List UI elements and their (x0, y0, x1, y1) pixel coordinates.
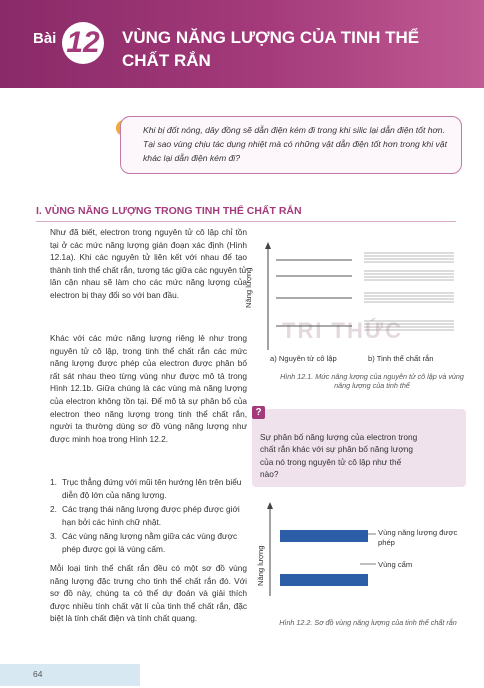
page-number: 64 (33, 669, 43, 679)
fig1-label-b: b) Tinh thể chất rắn (368, 354, 434, 363)
page-footer (0, 655, 484, 688)
paragraph-3: Mỗi loại tinh thể chất rắn đều có một sơ đồ vùng năng lượng đặc trưng cho tinh thể chất rắn đó. Với sơ đồ này, chúng ta có thể dự đoán và giải thích được nhiều tính chất vật lí của tinh thể chất rắn, đặc biệt là tính chất điện và tính chất quang. (50, 563, 247, 624)
question-badge: ? (252, 406, 265, 419)
list-item: 3. Các vùng năng lượng nằm giữa các vùng được phép được gọi là vùng cấm. (50, 531, 238, 554)
fig1-axis-label: Năng lượng (244, 267, 253, 308)
lesson-header (0, 0, 484, 88)
question-text: Sự phân bố năng lượng của electron trong chất rắn khác với sự phân bố năng lượng của nó trong nguyên tử cô lập như thế nào? (260, 432, 418, 480)
paragraph-1: Như đã biết, electron trong nguyên tử cô lập chỉ tồn tại ở các mức năng lượng gián đoạn xác định (Hình 12.1a). Khi các nguyên tử liên kết với nhau để tạo thành tinh thể chất rắn, tương tác giữa các nguyên tử lân cận nhau sẽ làm cho các mức năng lượng của electron bị thay đổi so với ban đầu. (50, 227, 247, 300)
lesson-number: 12 (62, 22, 104, 64)
figure-12-2 (250, 496, 468, 620)
footer-bar (0, 664, 140, 686)
list-item: 1. Trục thẳng đứng với mũi tên hướng lên trên biểu diễn độ lớn của năng lượng. (50, 477, 242, 500)
fig2-forbidden-label: Vùng cấm (378, 560, 413, 569)
fig2-axis-label: Năng lượng (256, 545, 265, 586)
fig1-label-a: a) Nguyên tử cô lập (270, 354, 337, 363)
list-item: 2. Các trạng thái năng lượng được phép được giới hạn bởi các hình chữ nhật. (50, 504, 240, 527)
watermark: TRI THỨC (282, 318, 404, 343)
question-box (252, 409, 466, 487)
section-title: I. VÙNG NĂNG LƯỢNG TRONG TINH THỂ CHẤT RẮN (36, 205, 302, 217)
fig1-caption: Hình 12.1. Mức năng lượng của nguyên tử cô lập và vùng năng lượng của tinh thể (280, 372, 464, 390)
paragraph-2: Khác với các mức năng lượng riêng lẻ như trong nguyên tử cô lập, trong tinh thể chất rắn các mức năng lượng được phép của electron được phân bố rất sát nhau theo từng vùng như được mô tả trong Hình 12.1b. Giữa chúng là các vùng mà năng lượng của electron không tồn tại. Để mô tả sự phân bố của electron theo năng lượng trong tinh thể chất rắn, người ta thường dùng sơ đồ vùng năng lượng như được minh hoạ trong Hình 12.2. (50, 333, 247, 444)
figure-12-1 (254, 240, 464, 368)
section-divider (36, 221, 456, 222)
fig2-allowed-label: Vùng năng lượng được phép (378, 528, 458, 547)
intro-box (120, 116, 462, 174)
lesson-title: VÙNG NĂNG LƯỢNG CỦA TINH THỂ CHẤT RẮN (122, 28, 420, 70)
lesson-word: Bài (33, 30, 57, 47)
intro-text: Khi bị đốt nóng, dây đồng sẽ dẫn điện kém đi trong khi silic lại dẫn điện tốt hơn. Tại sao vùng chịu tác dụng nhiệt mà có những vật dẫn điện tốt hơn trong khi vật khác lại dẫn điện kém đi? (143, 125, 447, 163)
fig2-caption: Hình 12.2. Sơ đồ vùng năng lượng của tinh thể chất rắn (279, 618, 457, 627)
